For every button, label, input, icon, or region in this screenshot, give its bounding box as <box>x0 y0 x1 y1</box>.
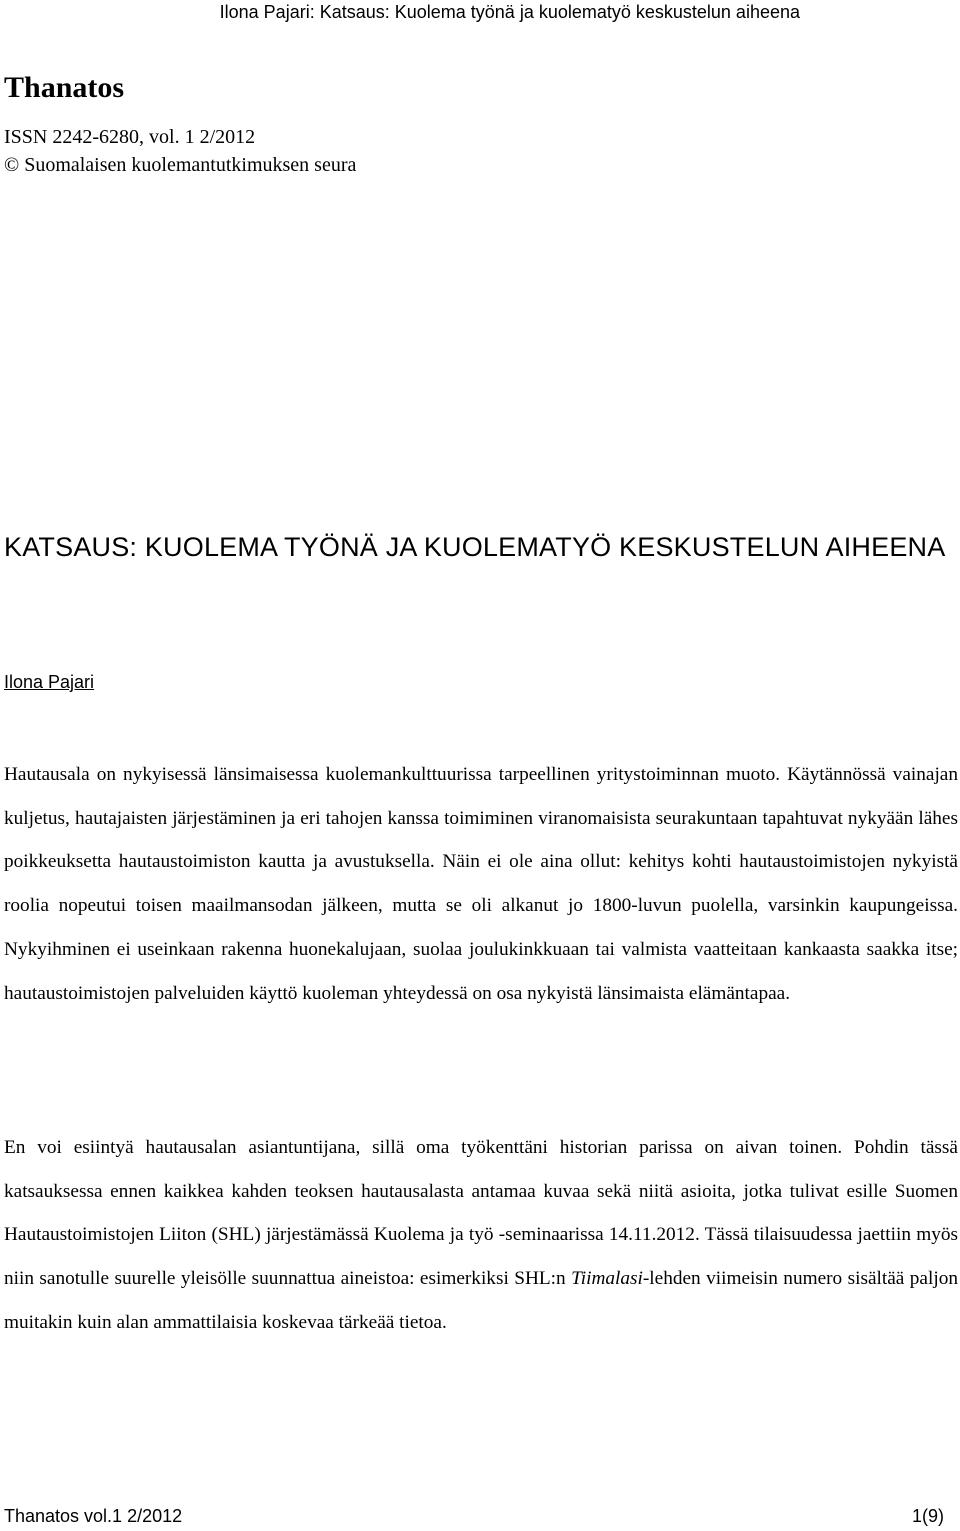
journal-title: Thanatos <box>4 71 125 104</box>
copyright-line: © Suomalaisen kuolemantutkimuksen seura <box>4 154 357 176</box>
footer-page-number: 1(9) <box>911 1506 944 1526</box>
running-header: Ilona Pajari: Katsaus: Kuolema työnä ja kuolematyö keskustelun aiheena <box>219 2 800 22</box>
paragraph-2-text-end: -lehden viimeisin numero sisältää paljon muitakin kuin alan ammattilaisia koskevaa tärkeää tietoa. <box>4 1268 958 1333</box>
paragraph-2-text-start: En voi esiintyä hautausalan asiantuntijana, sillä oma työkenttäni historian parissa on aivan toinen. Pohdin tässä katsauksessa ennen kaikkea kahden teoksen hautausalasta antamaa kuvaa sekä niitä asioita, jotka tulivat esille Suomen Hautaustoimistojen Liiton (SHL) järjestämässä Kuolema ja työ -seminaarissa 14.11.2012. Tässä tilaisuudessa jaettiin myös niin sanotulle suurelle yleisölle suunnattua aineistoa: esimerkiksi SHL:n <box>4 1137 958 1290</box>
body-paragraph-1: Hautausala on nykyisessä länsimaisessa kuolemankulttuurissa tarpeellinen yritystoiminnan muoto. Käytännössä vainajan kuljetus, hautajaisten järjestäminen ja eri tahojen kanssa toimiminen viranomaisista seurakuntaan tapahtuvat nykyään lähes poikkeuksetta hautaustoimiston kautta ja avustuksella. Näin ei ole aina ollut: kehitys kohti hautaustoimistojen nykyistä roolia nopeutui toisen maailmansodan jälkeen, mutta se oli alkanut jo 1800-luvun puolella, varsinkin kaupungeissa. Nykyihminen ei useinkaan rakenna huonekalujaan, suolaa joulukinkkuaan tai valmista vaatteitaan kankaasta saakka itse; hautaustoimistojen palveluiden käyttö kuoleman yhteydessä on osa nykyistä länsimaista elämäntapaa. <box>4 764 958 1004</box>
footer-journal-issue: Thanatos vol.1 2/2012 <box>4 1506 183 1526</box>
body-paragraph-2 <box>4 1126 958 1345</box>
magazine-name-italic: Tiimalasi <box>571 1268 643 1290</box>
author-name: Ilona Pajari <box>4 672 95 692</box>
issn-line: ISSN 2242-6280, vol. 1 2/2012 <box>4 126 256 148</box>
article-title: KATSAUS: KUOLEMA TYÖNÄ JA KUOLEMATYÖ KESKUSTELUN AIHEENA <box>4 532 946 562</box>
